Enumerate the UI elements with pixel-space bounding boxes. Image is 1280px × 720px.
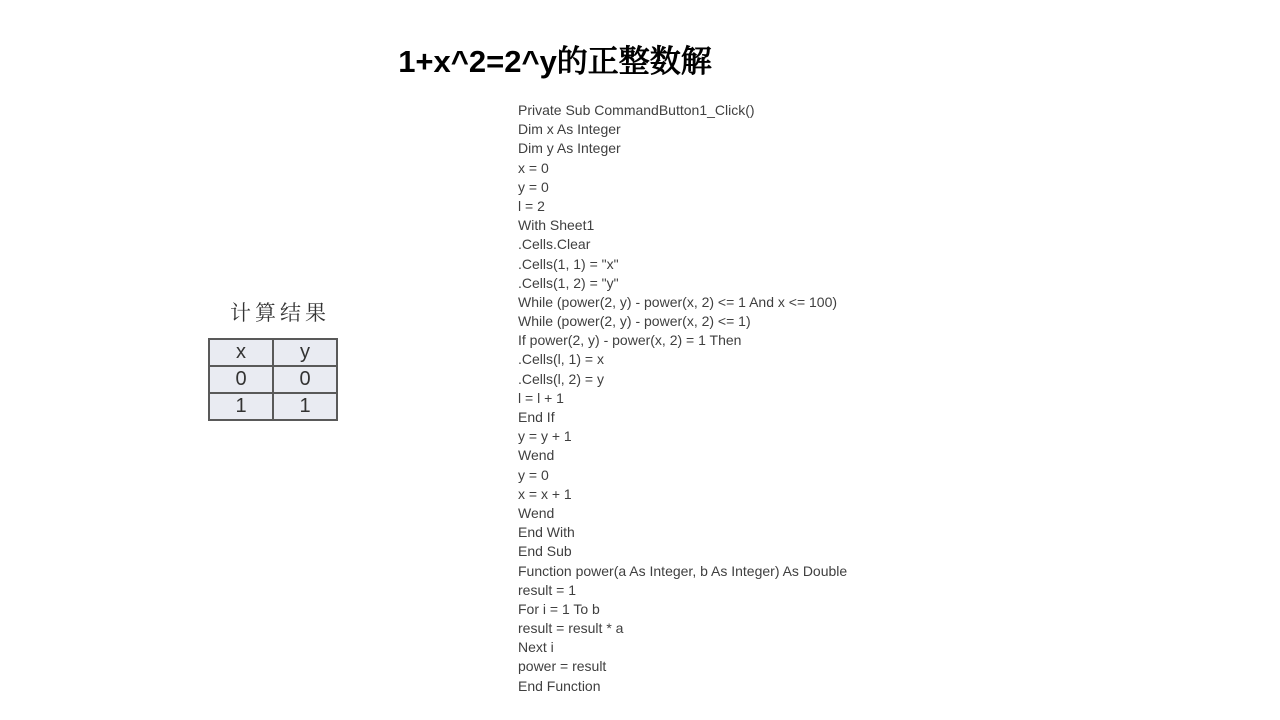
- slide-title: 1+x^2=2^y的正整数解: [398, 44, 712, 79]
- results-table: [208, 338, 338, 421]
- code-line: power = result: [518, 658, 607, 675]
- table-cell: 0: [273, 366, 337, 393]
- code-line: l = 2: [518, 197, 545, 214]
- code-line: While (power(2, y) - power(x, 2) <= 1): [518, 313, 751, 330]
- table-cell: 1: [273, 393, 337, 420]
- code-line: End With: [518, 524, 575, 541]
- table-row: [209, 366, 337, 393]
- code-line: .Cells(l, 1) = x: [518, 351, 604, 368]
- code-block: [518, 101, 847, 696]
- code-line: With Sheet1: [518, 217, 595, 234]
- code-line: For i = 1 To b: [518, 600, 600, 617]
- code-line: y = y + 1: [518, 428, 572, 445]
- code-line: Function power(a As Integer, b As Integer) As Double: [518, 562, 848, 579]
- code-line: result = result * a: [518, 620, 624, 637]
- code-line: End If: [518, 409, 555, 425]
- code-line: y = 0: [518, 178, 549, 195]
- code-line: .Cells(1, 1) = "x": [518, 255, 619, 272]
- code-line: End Sub: [518, 543, 572, 560]
- table-header-cell: x: [209, 339, 273, 366]
- code-line: Dim x As Integer: [518, 121, 621, 138]
- table-row: [209, 393, 337, 420]
- code-line: While (power(2, y) - power(x, 2) <= 1 And x <= 100): [518, 293, 838, 310]
- code-line: Wend: [518, 504, 555, 521]
- code-line: .Cells.Clear: [518, 236, 591, 253]
- table-cell: 0: [209, 366, 273, 393]
- code-line: x = 0: [518, 159, 549, 176]
- code-line: .Cells(l, 2) = y: [518, 370, 604, 387]
- results-label: 计算结果: [230, 302, 330, 325]
- table-header-cell: y: [273, 339, 337, 366]
- code-line: End Function: [518, 677, 601, 694]
- code-line: l = l + 1: [518, 389, 564, 406]
- code-line: If power(2, y) - power(x, 2) = 1 Then: [518, 332, 742, 349]
- code-line: Wend: [518, 447, 555, 464]
- code-line: Dim y As Integer: [518, 140, 621, 157]
- code-line: y = 0: [518, 466, 549, 483]
- code-line: result = 1: [518, 581, 576, 598]
- table-cell: 1: [209, 393, 273, 420]
- code-line: Private Sub CommandButton1_Click(): [518, 102, 755, 118]
- results-table-body: [209, 339, 337, 420]
- code-line: .Cells(1, 2) = "y": [518, 274, 619, 291]
- table-header-row: [209, 339, 337, 366]
- code-line: Next i: [518, 639, 554, 656]
- code-line: x = x + 1: [518, 485, 572, 502]
